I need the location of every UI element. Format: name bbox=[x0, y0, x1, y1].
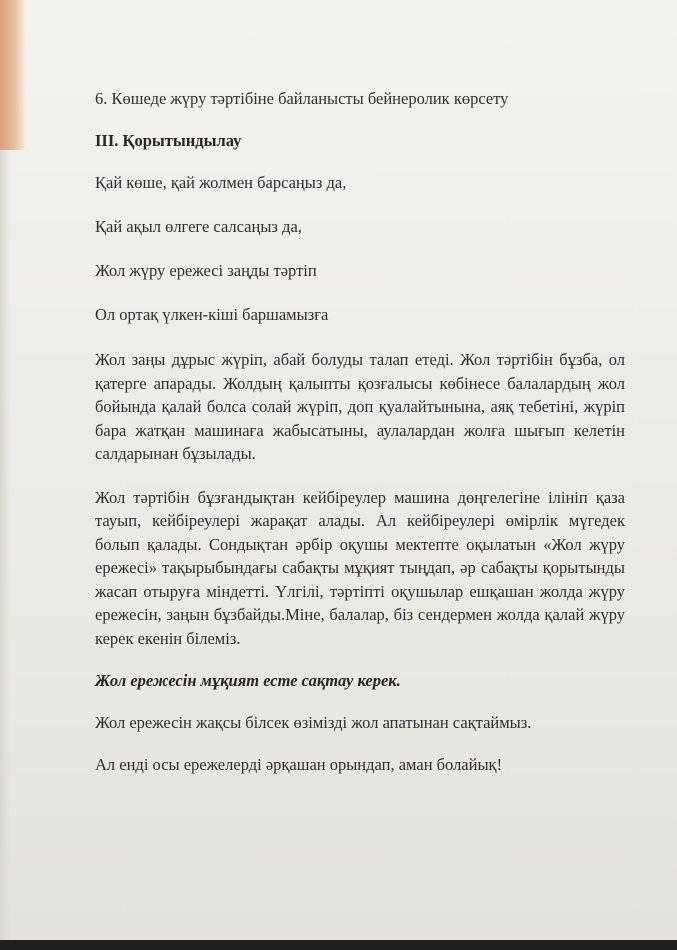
poem-line: Қай ақыл өлгеге салсаңыз да, bbox=[95, 217, 302, 236]
paragraph: Жол заңы дұрыс жүріп, абай болуды талап етеді. Жол тәртібін бұзба, ол қатерге апарады. Жолдың қалыпты қозғалысы көбінесе балалардың жол бойында қалай болса солай жүріп, доп қуалайтынына, аяқ тебетіні, жүріп бара жатқан машинаға жабысатыны, аулалардан жолға шығып келетін салдарынан бұзылады. bbox=[95, 350, 625, 463]
closing-line: Жол ережесін жақсы білсек өзімізді жол апатынан сақтаймыз. bbox=[95, 713, 532, 732]
section-heading: III. Қорытындылау bbox=[95, 131, 242, 150]
poem-line: Ол ортақ үлкен-кіші баршамызға bbox=[95, 305, 329, 324]
page-bottom-edge bbox=[0, 940, 677, 950]
list-item-video: 6. Көшеде жүру тәртібіне байланысты бейнеролик көрсету bbox=[95, 89, 509, 108]
emphasis-line: Жол ережесін мұқият есте сақтау керек. bbox=[95, 671, 401, 690]
page-left-shadow bbox=[0, 150, 10, 940]
page-corner-tab bbox=[0, 0, 26, 150]
poem-line: Қай көше, қай жолмен барсаңыз да, bbox=[95, 173, 347, 192]
poem-line: Жол жүру ережесі заңды тәртіп bbox=[95, 261, 317, 280]
closing-line: Ал енді осы ережелерді әрқашан орындап, аман болайық! bbox=[95, 755, 503, 774]
paragraph: Жол тәртібін бұзғандықтан кейбіреулер машина дөңгелегіне ілініп қаза тауып, кейбіреулері жарақат алады. Ал кейбіреулері өмірлік мүгедек болып қалады. Сондықтан әрбір оқушы мектепте оқылатын «Жол жүру ережесі» тақырыбындағы сабақты мұқият тыңдап, әр сабақты қорытынды жасап отыруға міндетті. Үлгілі, тәртіпті оқушылар ешқашан жолда жүру ережесін, заңын бұзбайды.Міне, балалар, біз сендермен жолда қалай жүру керек екенін білеміз. bbox=[95, 487, 625, 648]
document-body bbox=[95, 88, 625, 776]
